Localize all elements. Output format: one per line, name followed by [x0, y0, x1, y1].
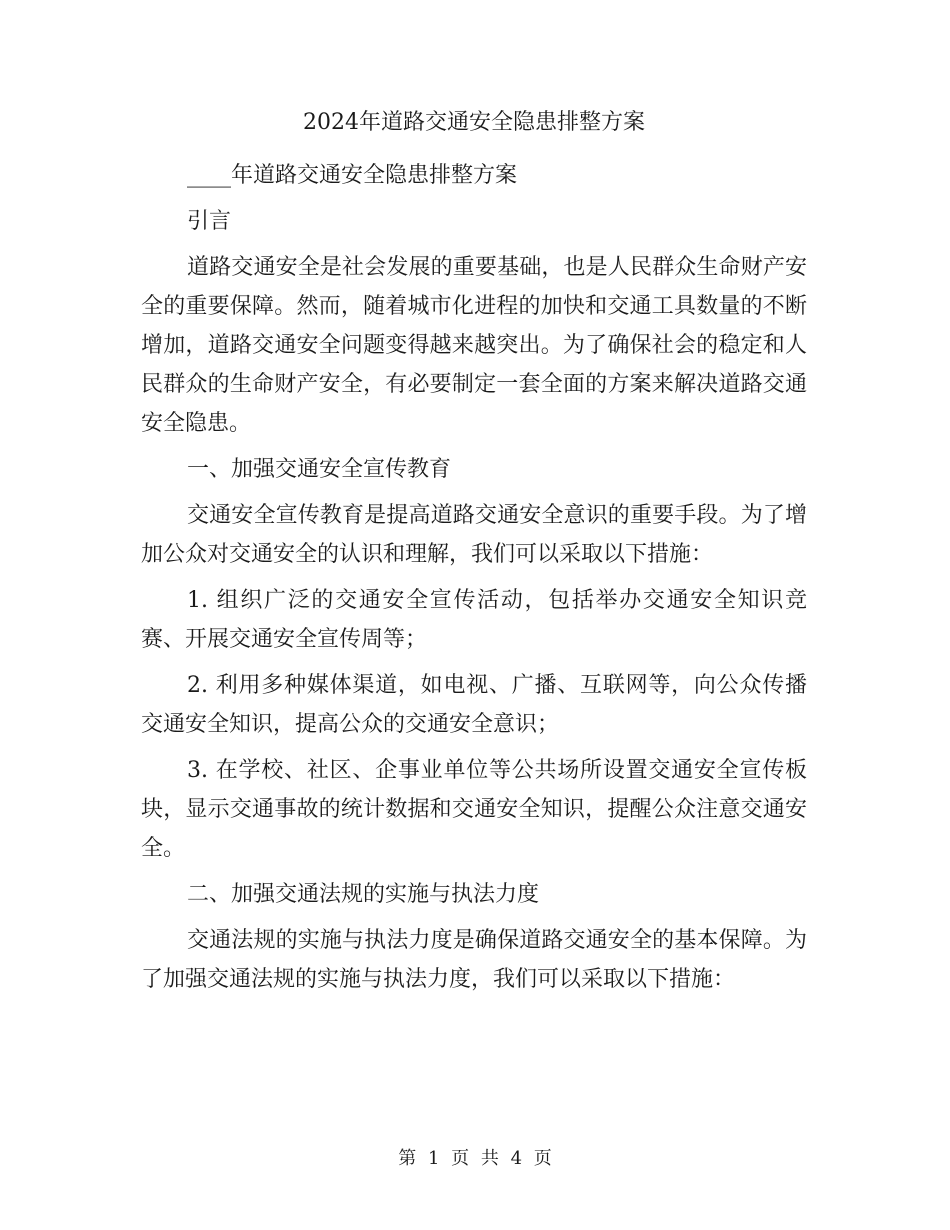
document-title: 2024年道路交通安全隐患排整方案 [303, 110, 645, 135]
intro-paragraph: 道路交通安全是社会发展的重要基础，也是人民群众生命财产安全的重要保障。然而，随着城市化进程的加快和交通工具数量的不断增加，道路交通安全问题变得越来越突出。为了确保社会的稳定和人民群众的生命财产安全，有必要制定一套全面的方案来解决道路交通安全隐患。 [141, 255, 807, 436]
document-subtitle: ____年道路交通安全隐患排整方案 [187, 163, 518, 188]
section1-paragraph: 交通安全宣传教育是提高道路交通安全意识的重要手段。为了增加公众对交通安全的认识和理解，我们可以采取以下措施： [141, 503, 807, 567]
section2-paragraph: 交通法规的实施与执法力度是确保道路交通安全的基本保障。为了加强交通法规的实施与执法力度，我们可以采取以下措施： [141, 928, 807, 992]
document-body [141, 98, 807, 1006]
section1-heading: 一、加强交通安全宣传教育 [187, 457, 452, 482]
section1-item-1: 1. 组织广泛的交通安全宣传活动，包括举办交通安全知识竞赛、开展交通安全宣传周等； [141, 588, 807, 652]
section2-heading: 二、加强交通法规的实施与执法力度 [187, 882, 540, 907]
section1-item-2: 2. 利用多种媒体渠道，如电视、广播、互联网等，向公众传播交通安全知识，提高公众的交通安全意识； [141, 673, 807, 737]
page-footer: 第 1 页 共 4 页 [398, 1148, 552, 1169]
section1-item-3: 3. 在学校、社区、企事业单位等公共场所设置交通安全宣传板块，显示交通事故的统计数据和交通安全知识，提醒公众注意交通安全。 [141, 758, 807, 861]
intro-heading: 引言 [187, 209, 232, 234]
